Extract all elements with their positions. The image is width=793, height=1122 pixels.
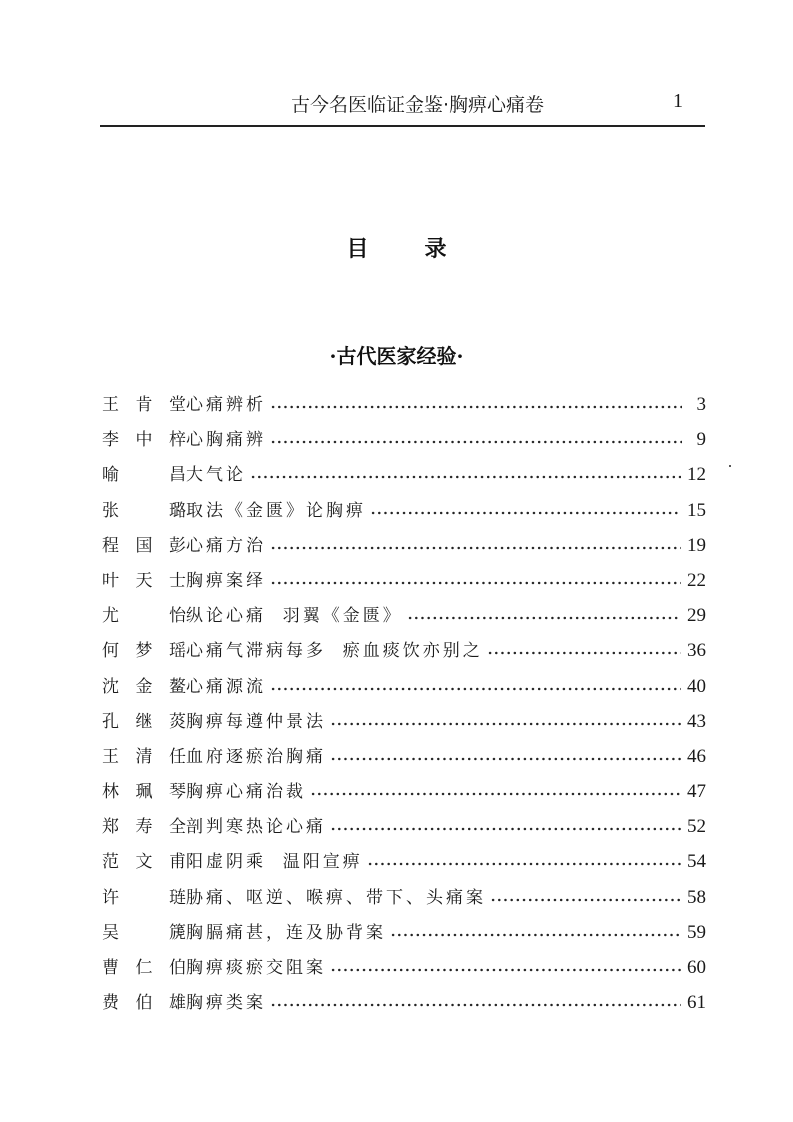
toc-entry-author: [102, 636, 186, 661]
author-char: 文: [135, 852, 153, 873]
toc-entry-author: [102, 953, 186, 978]
toc-entry-author: [102, 672, 186, 697]
author-char: 何: [102, 641, 119, 662]
toc-entry-title: 胸痹类案: [186, 993, 266, 1014]
toc-entry-author: [102, 742, 186, 767]
author-char: 沈: [102, 676, 119, 697]
toc-entry-title: 胸痹每遵仲景法: [186, 711, 326, 732]
toc-entry[interactable]: [102, 390, 706, 425]
toc-entry-title: 胁痛、呕逆、喉痹、带下、头痛案: [186, 887, 486, 908]
author-char: 任: [169, 746, 186, 767]
toc-entry-page: 47: [687, 781, 706, 803]
author-char: 王: [102, 746, 119, 767]
toc-entry-page: 60: [687, 957, 706, 978]
toc-entry-author: [102, 496, 186, 521]
author-char: 雄: [169, 993, 186, 1014]
toc-entry-author: [102, 460, 186, 485]
toc-entry-title: 心痛气滞病每多 瘀血痰饮亦别之: [186, 641, 483, 662]
toc-entry-title: 阳虚阴乘 温阳宣痹: [186, 852, 363, 873]
toc-entry-author: [102, 988, 186, 1013]
dot-leader: [270, 394, 682, 409]
toc-entry-author: [102, 707, 186, 732]
dot-leader: [330, 746, 681, 761]
toc-entry-title: 胸膈痛甚，连及胁背案: [186, 922, 386, 943]
author-char: 菼: [169, 711, 186, 732]
toc-list: [102, 390, 706, 1023]
author-char: 金: [135, 676, 153, 697]
toc-entry-title: 心痛方治: [186, 535, 266, 556]
toc-entry-title: 纵论心痛 羽翼《金匮》: [186, 606, 403, 627]
toc-entry-title: 胸痹案绎: [186, 570, 266, 591]
toc-entry[interactable]: [102, 988, 706, 1023]
author-char: 继: [135, 711, 153, 732]
toc-entry-author: [102, 531, 186, 556]
author-char: 鳌: [169, 676, 186, 697]
dot-leader: [490, 886, 681, 901]
author-char: 伯: [169, 958, 186, 978]
toc-entry-title: 心痛辨析: [186, 395, 266, 415]
dot-leader: [310, 781, 681, 796]
dot-leader: [330, 957, 681, 972]
dot-leader: [390, 922, 681, 937]
toc-entry[interactable]: [102, 742, 706, 777]
toc-entry[interactable]: [102, 812, 706, 847]
author-char: 怡: [169, 606, 186, 627]
toc-title-char: 目: [346, 237, 369, 262]
author-char: 郑: [102, 817, 119, 838]
toc-entry-page: 59: [687, 921, 706, 943]
toc-entry-author: [102, 847, 186, 872]
author-char: 伯: [135, 993, 153, 1014]
author-char: 甫: [169, 852, 186, 873]
toc-entry[interactable]: [102, 636, 706, 671]
toc-entry[interactable]: [102, 883, 706, 918]
page-number: 1: [673, 90, 683, 112]
author-char: 叶: [102, 570, 119, 591]
toc-entry-author: [102, 812, 186, 837]
author-char: 曹: [102, 958, 119, 978]
toc-entry-page: 36: [687, 640, 706, 662]
author-char: 李: [102, 430, 119, 451]
author-char: 寿: [135, 817, 153, 838]
author-char: 肯: [135, 395, 153, 415]
toc-title-char: 录: [424, 237, 447, 262]
author-char: 士: [169, 570, 186, 591]
toc-entry-page: 58: [687, 886, 706, 908]
toc-entry-author: [102, 566, 186, 591]
author-char: 琴: [169, 782, 186, 803]
author-char: 璐: [169, 500, 186, 521]
toc-entry[interactable]: [102, 953, 706, 988]
author-char: 彭: [169, 535, 186, 556]
author-char: 天: [135, 570, 153, 591]
toc-entry-page: 3: [696, 394, 706, 415]
toc-entry-page: 46: [687, 745, 706, 767]
author-char: 尤: [102, 606, 119, 627]
author-char: 堂: [169, 395, 186, 415]
dot-leader: [270, 675, 681, 690]
author-char: 费: [102, 993, 119, 1014]
toc-entry-author: [102, 918, 186, 943]
toc-entry-title: 胸痹心痛治裁: [186, 782, 306, 803]
toc-entry-author: [102, 777, 186, 802]
toc-entry-title: 大气论: [186, 465, 246, 486]
author-char: 梦: [135, 641, 153, 662]
author-char: 喻: [102, 465, 119, 486]
author-char: 吴: [102, 922, 119, 943]
author-char: 中: [135, 430, 153, 451]
author-char: 范: [102, 852, 119, 873]
dot-leader: [270, 992, 681, 1007]
dot-leader: [330, 816, 681, 831]
dot-leader: [250, 464, 681, 479]
dot-leader: [270, 534, 681, 549]
author-char: 全: [169, 817, 186, 838]
author-char: 篪: [169, 922, 186, 943]
header-rule: [100, 125, 705, 127]
toc-entry-title: 取法《金匮》论胸痹: [186, 500, 366, 521]
toc-entry-page: 52: [687, 816, 706, 838]
dot-leader: [367, 851, 681, 866]
author-char: 张: [102, 500, 119, 521]
dot-leader: [407, 605, 681, 620]
toc-entry-author: [102, 390, 186, 415]
dot-leader: [330, 710, 681, 725]
toc-entry[interactable]: [102, 707, 706, 742]
toc-entry-page: 29: [687, 605, 706, 627]
author-char: 琏: [169, 887, 186, 908]
toc-entry-title: 剖判寒热论心痛: [186, 817, 326, 838]
author-char: 王: [102, 395, 119, 415]
author-char: 瑶: [169, 641, 186, 662]
toc-entry-author: [102, 425, 186, 450]
toc-entry[interactable]: [102, 496, 706, 531]
author-char: 孔: [102, 711, 119, 732]
author-char: 国: [135, 535, 153, 556]
toc-entry-page: 22: [687, 569, 706, 591]
toc-entry[interactable]: [102, 460, 706, 495]
toc-entry-title: 胸痹痰瘀交阻案: [186, 958, 326, 978]
toc-entry[interactable]: [102, 425, 706, 460]
toc-entry-page: 40: [687, 675, 706, 697]
toc-entry-page: 54: [687, 851, 706, 873]
toc-entry-title: 血府逐瘀治胸痛: [186, 746, 326, 767]
toc-entry[interactable]: [102, 531, 706, 566]
author-char: 仁: [135, 958, 153, 978]
dot-leader: [487, 640, 681, 655]
toc-entry[interactable]: [102, 601, 706, 636]
author-char: 程: [102, 535, 119, 556]
section-heading: ·古代医家经验·: [329, 344, 464, 368]
dot-leader: [270, 570, 681, 585]
toc-entry-page: 19: [687, 534, 706, 556]
toc-entry[interactable]: [102, 672, 706, 707]
scan-speck: [729, 465, 731, 467]
toc-entry[interactable]: [102, 777, 706, 812]
author-char: 昌: [169, 465, 186, 486]
author-char: 许: [102, 887, 119, 908]
toc-entry[interactable]: [102, 566, 706, 601]
toc-entry-page: 12: [687, 464, 706, 486]
author-char: 清: [135, 746, 153, 767]
author-char: 珮: [135, 782, 153, 803]
toc-entry-page: 9: [696, 429, 706, 451]
toc-entry[interactable]: [102, 847, 706, 882]
toc-entry-title: 心胸痛辨: [186, 430, 266, 451]
toc-entry-title: 心痛源流: [186, 676, 266, 697]
running-title: 古今名医临证金鉴·胸痹心痛卷: [290, 94, 545, 116]
toc-entry-page: 61: [687, 992, 706, 1014]
toc-entry-author: [102, 601, 186, 626]
running-header: [100, 88, 705, 118]
author-char: 林: [102, 782, 119, 803]
dot-leader: [370, 499, 681, 514]
toc-entry-page: 15: [687, 499, 706, 521]
toc-entry-author: [102, 883, 186, 908]
dot-leader: [270, 429, 682, 444]
toc-title: [0, 232, 793, 263]
toc-entry-page: 43: [687, 710, 706, 732]
author-char: 梓: [169, 430, 186, 451]
toc-entry[interactable]: [102, 918, 706, 953]
